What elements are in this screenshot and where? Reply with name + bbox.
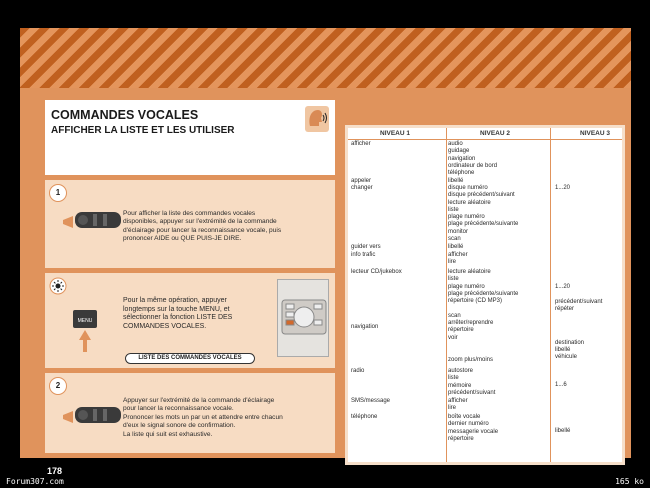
n3-cell: véhicule <box>555 354 578 360</box>
step-1-line: Pour afficher la liste des commandes vocales <box>123 210 256 217</box>
n2-item: plage précédente/suivante <box>448 290 519 297</box>
tip-sun-icon <box>49 277 67 295</box>
menu-alternative-box <box>45 273 335 368</box>
page-title: COMMANDES VOCALES <box>51 108 199 122</box>
decorative-stripes <box>20 28 631 88</box>
page-number: 178 <box>47 466 63 476</box>
n2-item: lire <box>448 405 457 412</box>
step-1-line: prononcer AIDE ou QUE PUIS-JE DIRE. <box>123 235 242 243</box>
step-2-text <box>123 397 283 439</box>
radio-controls-icon <box>278 280 330 358</box>
spacer <box>448 305 518 312</box>
n1-cell: afficher <box>351 141 371 147</box>
footer-source: Forum307.com <box>6 477 64 486</box>
n2-item: lecture aléatoire <box>448 199 491 206</box>
n2-item: dernier numéro <box>448 421 489 428</box>
n2-item: scan <box>448 312 461 319</box>
footer-filesize: 165 ko <box>615 477 644 486</box>
step-2-line: pour lancer la reconnaissance vocale. <box>123 405 234 413</box>
n3-cell: 1...20 <box>555 284 571 290</box>
n2-item: voir <box>448 334 458 341</box>
n1-cell: lecteur CD/jukebox <box>351 269 402 275</box>
n2-item: disque précédent/suivant <box>448 192 515 199</box>
n2-item: répertoire <box>448 435 474 442</box>
n2-item: libellé <box>448 178 464 184</box>
n2-item: arrêter/reprendre <box>448 320 494 327</box>
n2-item: plage précédente/suivante <box>448 221 519 228</box>
n3-cell: libellé <box>555 428 571 434</box>
lighting-stalk-icon <box>63 397 123 437</box>
liste-commandes-vocales-button[interactable]: LISTE DES COMMANDES VOCALES <box>125 353 255 364</box>
n1-cell: changer <box>351 185 373 191</box>
n2-item: téléphone <box>448 170 475 177</box>
n2-item: monitor <box>448 228 469 235</box>
manual-page <box>20 28 631 476</box>
n2-item: lire <box>448 259 457 266</box>
menu-alt-line: sélectionner la fonction LISTE DES <box>123 314 233 322</box>
step-1-box <box>45 180 335 268</box>
header-divider <box>348 139 622 140</box>
n2-cell <box>448 252 468 267</box>
n2-item: guidage <box>448 148 470 155</box>
n2-item: mémoire <box>448 382 472 389</box>
n3-cell: 1...20 <box>555 185 571 191</box>
title-box <box>45 100 335 175</box>
n2-item: boîte vocale <box>448 414 481 420</box>
radio-panel-illustration <box>277 279 329 357</box>
n2-cell <box>448 368 495 397</box>
n1-cell: appeler <box>351 178 372 184</box>
step-1-line: disponibles, appuyer sur l'extrémité de la commande <box>123 218 277 226</box>
column-divider <box>446 128 447 462</box>
n2-item: afficher <box>448 252 468 258</box>
n2-item: afficher <box>448 398 468 404</box>
n2-item: liste <box>448 206 459 213</box>
step-1-line: d'éclairage pour lancer la reconnaissance vocale, puis <box>123 226 282 234</box>
column-divider <box>550 128 551 462</box>
n1-cell: radio <box>351 368 365 374</box>
n1-cell: SMS/message <box>351 398 391 404</box>
header-niveau-2: NIVEAU 2 <box>480 130 510 137</box>
n3-cell: destination <box>555 340 585 346</box>
menu-key-label: MENU <box>77 318 93 324</box>
n2-item: plage numéro <box>448 214 485 221</box>
n1-cell: guider vers <box>351 244 381 250</box>
spacer <box>448 342 518 357</box>
n2-cell <box>448 414 498 443</box>
n2-item: liste <box>448 276 459 283</box>
n2-item: audio <box>448 141 463 147</box>
n1-cell: navigation <box>351 324 379 330</box>
step-2-line: La liste qui suit est exhaustive. <box>123 430 213 438</box>
menu-alt-line: Pour la même opération, appuyer <box>123 297 227 304</box>
n3-cell: répéter <box>555 306 575 312</box>
n2-item: disque numéro <box>448 185 488 191</box>
step-2-number: 2 <box>49 377 67 395</box>
n2-item: précédent/suivant <box>448 389 496 396</box>
step-2-line: d'eux le signal sonore de confirmation. <box>123 422 236 430</box>
n2-cell <box>448 141 497 177</box>
voice-head-icon <box>305 106 329 132</box>
n2-cell <box>448 398 468 413</box>
n3-cell: précédent/suivant <box>555 299 603 305</box>
n2-item: scan <box>448 236 461 243</box>
n1-cell: téléphone <box>351 414 378 420</box>
step-2-line: Appuyer sur l'extrémité de la commande d'éclairage <box>123 397 275 404</box>
menu-alt-line: COMMANDES VOCALES. <box>123 322 207 330</box>
page-subtitle: AFFICHER LA LISTE ET LES UTILISER <box>51 125 235 136</box>
n2-item: lecture aléatoire <box>448 269 491 275</box>
step-1-number: 1 <box>49 184 67 202</box>
n3-cell: libellé <box>555 347 571 353</box>
voice-commands-table <box>345 125 625 465</box>
n2-item: messagerie vocale <box>448 428 499 435</box>
step-2-line: Prononcer les mots un par un et attendre entre chacun <box>123 413 283 421</box>
n2-item: autostore <box>448 368 474 374</box>
n2-cell <box>448 185 518 243</box>
n2-item: libellé <box>448 244 464 250</box>
header-niveau-1: NIVEAU 1 <box>380 130 410 137</box>
n2-item: liste <box>448 375 459 382</box>
n2-cell <box>448 269 518 364</box>
n2-cell <box>448 244 463 251</box>
lighting-stalk-icon <box>63 202 123 242</box>
n1-cell: info trafic <box>351 252 376 258</box>
header-niveau-3: NIVEAU 3 <box>580 130 610 137</box>
n3-cell: 1...6 <box>555 382 567 388</box>
menu-alt-line: longtemps sur la touche MENU, et <box>123 305 230 313</box>
menu-key-icon <box>73 308 97 353</box>
step-2-box <box>45 373 335 453</box>
n2-item: navigation <box>448 155 476 162</box>
n2-item: zoom plus/moins <box>448 356 494 363</box>
menu-alt-text <box>123 297 232 331</box>
step-1-text <box>123 210 281 244</box>
n2-item: répertoire (CD MP3) <box>448 298 503 305</box>
n2-item: plage numéro <box>448 283 485 290</box>
n2-item: ordinateur de bord <box>448 162 498 169</box>
n2-item: répertoire <box>448 327 474 334</box>
